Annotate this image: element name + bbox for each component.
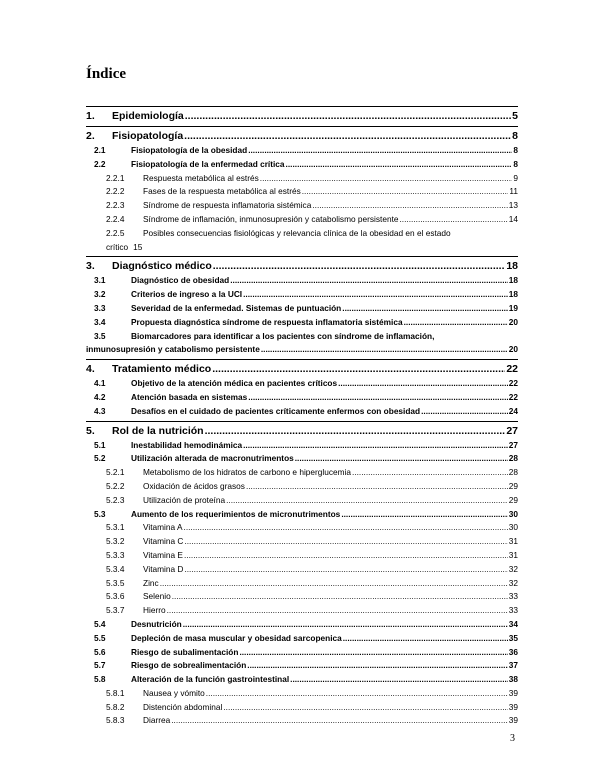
toc-entry-page: 18: [506, 260, 518, 273]
toc-entry-title: Oxidación de ácidos grasos: [143, 480, 245, 491]
toc-entry-page: 35: [508, 632, 518, 643]
toc-entry-number: 5.6: [94, 646, 106, 657]
toc-entry-leader: [239, 646, 507, 660]
toc-entry-number: 5.3: [94, 508, 106, 519]
toc-entry-number: 5.8.3: [106, 715, 125, 726]
toc-entry[interactable]: [86, 687, 518, 701]
toc-entry-title: Diagnóstico de obesidad: [131, 275, 230, 286]
toc-entry-title: Utilización de proteína: [143, 494, 226, 505]
toc-entry-leader: [295, 452, 508, 466]
toc-entry-title-continued: inmunosupresión y catabolismo persistente: [86, 344, 260, 355]
toc-entry-page: 28: [508, 453, 518, 464]
toc-entry[interactable]: [86, 701, 518, 715]
toc-entry-title: Diarrea: [143, 715, 171, 726]
toc-entry-page: 22: [506, 363, 518, 376]
toc-entry-leader: [213, 259, 506, 274]
toc-entry-leader: [184, 129, 511, 144]
toc-entry-page: 14: [508, 213, 518, 224]
toc-entry-title: Severidad de la enfermedad. Sistemas de puntuación: [131, 302, 342, 313]
table-of-contents: [86, 106, 518, 728]
toc-entry-title: Vitamina E: [143, 549, 183, 560]
toc-entry-number: 5.3.7: [106, 605, 125, 616]
toc-entry-leader: [171, 714, 508, 728]
toc-entry-page: 13: [508, 200, 518, 211]
toc-entry-number: 5.: [86, 424, 95, 437]
toc-entry[interactable]: [86, 563, 518, 577]
toc-entry-title: Inestabilidad hemodinámica: [131, 439, 243, 450]
toc-entry-page: 20: [508, 344, 518, 355]
section-divider: [86, 126, 518, 127]
toc-entry-page: 22: [508, 378, 518, 389]
toc-entry-number: 3.4: [94, 316, 106, 327]
toc-entry-title: Posibles consecuencias fisiológicas y relevancia clínica de la obesidad en el estado: [143, 227, 451, 238]
toc-entry[interactable]: [86, 288, 518, 302]
toc-entry-leader: [212, 362, 505, 377]
toc-entry-title: Fases de la respuesta metabólica al estrés: [143, 186, 301, 197]
toc-entry-title: Síndrome de inflamación, inmunosupresión y catabolismo persistente: [143, 213, 399, 224]
toc-entry[interactable]: [86, 377, 518, 391]
toc-entry[interactable]: [86, 521, 518, 535]
toc-entry[interactable]: [86, 480, 518, 494]
toc-entry[interactable]: [86, 199, 518, 213]
toc-entry-number: 5.8.1: [106, 687, 125, 698]
toc-entry[interactable]: [86, 274, 518, 288]
toc-entry[interactable]: [86, 714, 518, 728]
toc-entry-page: 39: [508, 701, 518, 712]
toc-entry[interactable]: [86, 405, 518, 419]
toc-entry-page: 36: [508, 646, 518, 657]
toc-entry-leader: [286, 158, 513, 172]
toc-entry-page: 31: [508, 536, 518, 547]
toc-entry-page: 28: [508, 467, 518, 478]
toc-entry[interactable]: [86, 439, 518, 453]
toc-entry-title: Riesgo de sobrealimentación: [131, 660, 247, 671]
toc-entry-title: Criterios de ingreso a la UCI: [131, 289, 243, 300]
toc-entry-number: 2.2.2: [106, 186, 125, 197]
toc-entry-leader: [246, 480, 508, 494]
toc-entry[interactable]: [86, 259, 518, 274]
toc-entry-leader: [205, 424, 506, 439]
toc-entry-number: 4.3: [94, 405, 106, 416]
toc-entry[interactable]: [86, 659, 518, 673]
toc-entry-number: 5.3.3: [106, 549, 125, 560]
toc-entry-number: 5.8: [94, 674, 106, 685]
toc-entry-title: Hierro: [143, 605, 166, 616]
toc-entry-number: 3.3: [94, 302, 106, 313]
toc-entry-number: 3.: [86, 260, 95, 273]
toc-entry[interactable]: [86, 185, 518, 199]
toc-entry[interactable]: [86, 508, 518, 522]
toc-entry[interactable]: [86, 549, 518, 563]
toc-entry-title: Desnutrición: [131, 618, 182, 629]
toc-entry[interactable]: [86, 213, 518, 227]
toc-entry[interactable]: [86, 129, 518, 144]
toc-entry-leader: [160, 577, 508, 591]
toc-entry[interactable]: [86, 362, 518, 377]
toc-entry-page: 30: [508, 508, 518, 519]
toc-entry-number: 5.2.2: [106, 480, 125, 491]
toc-entry[interactable]: [86, 452, 518, 466]
toc-entry-title: Alteración de la función gastrointestinal: [131, 674, 290, 685]
section-divider: [86, 359, 518, 360]
toc-entry-number: 2.2: [94, 158, 106, 169]
toc-entry-title: Zinc: [143, 577, 159, 588]
toc-entry[interactable]: [86, 673, 518, 687]
toc-entry-title: Respuesta metabólica al estrés: [143, 172, 259, 183]
toc-entry-leader: [341, 508, 507, 522]
toc-entry-leader: [243, 288, 508, 302]
toc-entry[interactable]: [86, 494, 518, 508]
toc-entry-number: 5.7: [94, 660, 106, 671]
toc-entry-page: 27: [506, 424, 518, 437]
toc-entry-title: Propuesta diagnóstica síndrome de respuesta inflamatoria sistémica: [131, 316, 403, 327]
toc-entry[interactable]: [86, 109, 518, 124]
toc-entry-number: 2.2.1: [106, 172, 125, 183]
toc-entry-title-continued: crítico: [106, 241, 129, 252]
toc-entry-page: 29: [508, 480, 518, 491]
toc-entry-title: Biomarcadores para identificar a los pacientes con síndrome de inflamación,: [131, 330, 435, 341]
toc-entry-page: 32: [508, 563, 518, 574]
toc-entry-number: 3.1: [94, 275, 106, 286]
toc-entry-leader: [183, 618, 508, 632]
toc-entry-leader: [260, 172, 513, 186]
toc-entry[interactable]: [86, 227, 518, 255]
toc-entry-title: Aumento de los requerimientos de micronutrimentos: [131, 508, 341, 519]
toc-entry-leader: [400, 213, 508, 227]
toc-entry[interactable]: [86, 646, 518, 660]
toc-entry-leader: [167, 604, 508, 618]
page-number: 3: [510, 733, 515, 744]
toc-entry-page: 8: [513, 145, 518, 155]
toc-entry[interactable]: [86, 330, 518, 358]
toc-entry-leader: [312, 199, 507, 213]
toc-entry-number: 3.5: [94, 330, 106, 341]
section-divider: [86, 256, 518, 257]
toc-entry-number: 2.2.5: [106, 227, 125, 238]
toc-entry-number: 5.3.6: [106, 591, 125, 602]
toc-entry-leader: [248, 144, 512, 158]
toc-entry-number: 5.2.3: [106, 494, 125, 505]
toc-entry-leader: [248, 391, 508, 405]
toc-entry-title: Vitamina C: [143, 536, 184, 547]
toc-entry[interactable]: [86, 535, 518, 549]
toc-entry-title: Objetivo de la atención médica en pacientes críticos: [131, 378, 338, 389]
toc-entry-leader: [352, 466, 508, 480]
toc-entry-leader: [404, 316, 508, 330]
toc-entry-number: 2.2.3: [106, 200, 125, 211]
toc-entry-title: Tratamiento médico: [112, 363, 212, 376]
toc-entry[interactable]: [86, 158, 518, 172]
toc-entry[interactable]: [86, 424, 518, 439]
toc-entry-leader: [230, 274, 508, 288]
toc-entry-leader: [261, 343, 508, 357]
toc-entry-page: 15: [133, 241, 143, 252]
toc-entry-leader: [223, 701, 507, 715]
toc-entry-title: Metabolismo de los hidratos de carbono e hiperglucemia: [143, 467, 352, 478]
toc-entry[interactable]: [86, 466, 518, 480]
toc-entry-title: Epidemiología: [112, 110, 184, 122]
toc-entry-leader: [421, 405, 508, 419]
toc-entry-leader: [184, 549, 508, 563]
section-divider: [86, 106, 518, 107]
toc-entry-page: 19: [508, 302, 518, 313]
toc-entry-number: 5.2.1: [106, 467, 125, 478]
toc-entry-leader: [342, 302, 508, 316]
toc-entry-number: 5.3.4: [106, 563, 125, 574]
toc-entry-page: 20: [508, 316, 518, 327]
toc-entry-page: 8: [513, 158, 518, 169]
toc-entry-number: 4.: [86, 363, 95, 376]
toc-entry[interactable]: [86, 632, 518, 646]
toc-entry-page: 22: [508, 391, 518, 402]
toc-entry[interactable]: [86, 172, 518, 186]
toc-entry-page: 37: [508, 660, 518, 671]
toc-entry-title: Desafíos en el cuidado de pacientes críticamente enfermos con obesidad: [131, 405, 421, 416]
toc-entry-leader: [243, 439, 508, 453]
toc-entry-title: Atención basada en sistemas: [131, 391, 248, 402]
toc-entry-page: 24: [508, 405, 518, 416]
toc-entry-page: 9: [513, 172, 518, 183]
toc-entry-number: 5.5: [94, 632, 106, 643]
toc-entry[interactable]: [86, 316, 518, 330]
toc-entry-leader: [290, 673, 508, 687]
page-title: Índice: [86, 66, 127, 82]
toc-entry-page: 8: [512, 130, 518, 142]
toc-entry[interactable]: [86, 604, 518, 618]
toc-entry-page: 39: [508, 687, 518, 698]
toc-entry-number: 5.8.2: [106, 701, 125, 712]
toc-entry-number: 1.: [86, 110, 95, 122]
toc-entry[interactable]: [86, 302, 518, 316]
section-divider: [86, 421, 518, 422]
toc-entry-number: 3.2: [94, 289, 106, 300]
toc-entry-page: 39: [508, 715, 518, 726]
toc-entry-leader: [184, 521, 508, 535]
toc-entry-number: 4.2: [94, 391, 106, 402]
toc-entry-leader: [172, 590, 508, 604]
toc-entry-page: 33: [508, 591, 518, 602]
toc-entry-title: Riesgo de subalimentación: [131, 646, 239, 657]
toc-entry-number: 4.1: [94, 378, 106, 389]
toc-entry-page: 30: [508, 522, 518, 533]
toc-entry[interactable]: [86, 391, 518, 405]
toc-entry-page: 18: [508, 289, 518, 300]
toc-entry-leader: [247, 659, 508, 673]
toc-entry-number: 5.3.1: [106, 522, 125, 533]
toc-entry-page: 11: [509, 186, 518, 197]
toc-entry-leader: [206, 687, 508, 701]
toc-entry-number: 5.2: [94, 453, 106, 464]
toc-entry-title: Depleción de masa muscular y obesidad sarcopenica: [131, 632, 342, 643]
toc-entry-number: 5.4: [94, 618, 106, 629]
toc-entry-page: 29: [508, 494, 518, 505]
toc-entry-number: 5.1: [94, 439, 106, 450]
toc-entry-title: Nausea y vómito: [143, 687, 205, 698]
toc-entry-title: Fisiopatología: [112, 130, 184, 142]
toc-entry-number: 5.3.2: [106, 536, 125, 547]
toc-entry-leader: [184, 563, 507, 577]
toc-entry-number: 5.3.5: [106, 577, 125, 588]
toc-entry-title: Selenio: [143, 591, 171, 602]
toc-entry-leader: [184, 535, 507, 549]
toc-entry-title: Fisiopatología de la enfermedad crítica: [131, 158, 285, 169]
toc-entry-title: Fisiopatología de la obesidad: [131, 145, 248, 155]
toc-entry-title: Vitamina D: [143, 563, 184, 574]
toc-entry-page: 38: [508, 674, 518, 685]
toc-entry-leader: [226, 494, 508, 508]
toc-entry[interactable]: [86, 144, 518, 158]
toc-entry-page: 31: [508, 549, 518, 560]
toc-entry-title: Vitamina A: [143, 522, 183, 533]
toc-entry-page: 5: [512, 110, 518, 122]
toc-entry-page: 34: [508, 618, 518, 629]
toc-entry-title: Utilización alterada de macronutrimentos: [131, 453, 294, 464]
toc-entry-leader: [343, 632, 508, 646]
toc-entry-leader: [302, 185, 509, 199]
toc-entry[interactable]: [86, 618, 518, 632]
toc-entry-title: Distención abdominal: [143, 701, 223, 712]
toc-entry-number: 2.: [86, 130, 95, 142]
toc-entry-page: 18: [508, 275, 518, 286]
toc-entry-title: Diagnóstico médico: [112, 260, 212, 273]
toc-entry-title: Síndrome de respuesta inflamatoria sistémica: [143, 200, 312, 211]
toc-entry[interactable]: [86, 577, 518, 591]
toc-entry[interactable]: [86, 590, 518, 604]
toc-entry-number: 2.1: [94, 145, 106, 155]
toc-entry-page: 27: [508, 439, 518, 450]
toc-entry-title: Rol de la nutrición: [112, 424, 204, 437]
toc-entry-number: 2.2.4: [106, 213, 125, 224]
toc-entry-page: 32: [508, 577, 518, 588]
toc-entry-leader: [185, 109, 511, 124]
toc-entry-leader: [338, 377, 508, 391]
toc-entry-page: 33: [508, 605, 518, 616]
